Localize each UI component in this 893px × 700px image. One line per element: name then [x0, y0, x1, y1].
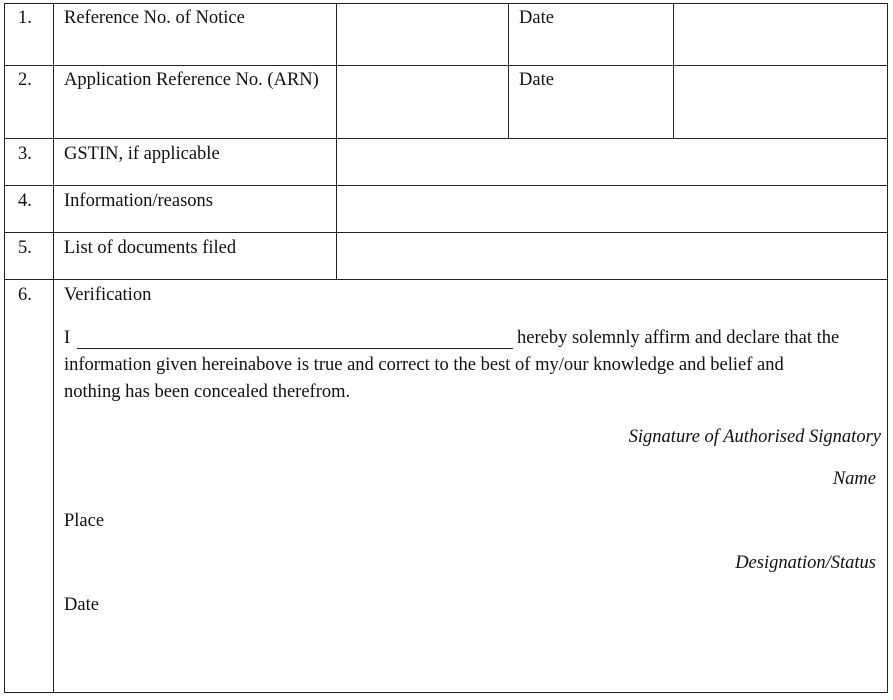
- verification-text: hereby solemnly affirm and declare that the: [517, 328, 840, 348]
- column-divider: [53, 3, 54, 693]
- name-label: Name: [832, 469, 876, 489]
- row-number: 2.: [18, 70, 32, 90]
- row-number: 5.: [18, 238, 32, 258]
- gstin-field[interactable]: [337, 139, 887, 185]
- reference-no-field[interactable]: [337, 4, 507, 65]
- declarant-name-blank[interactable]: [77, 327, 513, 349]
- documents-filed-field[interactable]: [337, 233, 887, 279]
- signature-label: Signature of Authorised Signatory: [628, 427, 881, 447]
- row-label: GSTIN, if applicable: [64, 144, 220, 164]
- column-divider: [508, 3, 509, 138]
- place-label: Place: [64, 511, 105, 531]
- row-label: Reference No. of Notice: [64, 8, 245, 28]
- notice-date-field[interactable]: [674, 4, 887, 65]
- section-heading: Verification: [64, 285, 152, 305]
- designation-label: Designation/Status: [735, 553, 876, 573]
- row-number: 1.: [18, 8, 32, 28]
- row-divider: [4, 279, 888, 280]
- date-label: Date: [519, 70, 554, 90]
- row-label: List of documents filed: [64, 238, 237, 258]
- verification-text: information given hereinabove is true and correct to the best of my/our knowledge and belief and: [64, 355, 784, 375]
- date-label: Date: [64, 595, 99, 615]
- row-number: 6.: [18, 285, 32, 305]
- arn-field[interactable]: [337, 66, 507, 138]
- verification-text: nothing has been concealed therefrom.: [64, 382, 351, 402]
- date-label: Date: [519, 8, 554, 28]
- information-reasons-field[interactable]: [337, 186, 887, 232]
- row-number: 3.: [18, 144, 32, 164]
- row-number: 4.: [18, 191, 32, 211]
- row-label: Information/reasons: [64, 191, 213, 211]
- row-label: Application Reference No. (ARN): [64, 70, 319, 90]
- verification-pronoun: I: [64, 328, 71, 348]
- arn-date-field[interactable]: [674, 66, 887, 138]
